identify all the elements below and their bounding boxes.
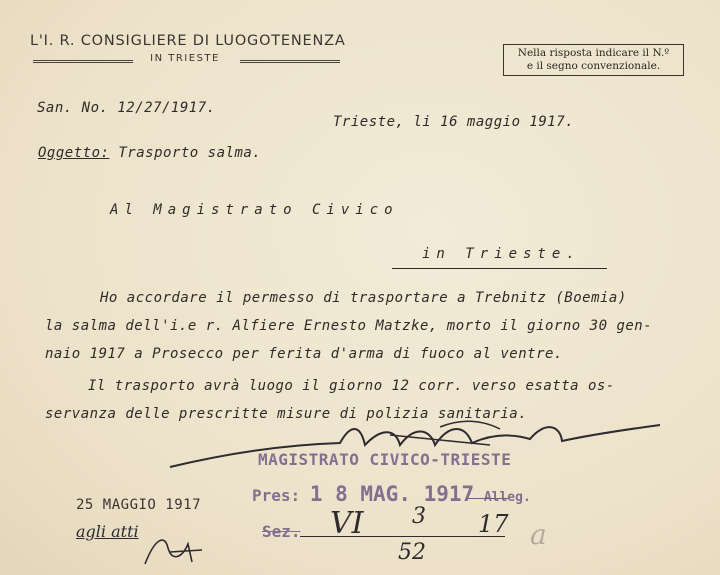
subject-label: Oggetto: xyxy=(38,145,110,161)
number-top-handwritten: 3 xyxy=(412,504,426,529)
body-line-1: Ho accordare il permesso di trasportare a Trebnitz (Boemia) xyxy=(100,290,627,306)
sez-value-handwritten: VI xyxy=(330,506,364,541)
number-bottom-handwritten: 52 xyxy=(398,540,426,565)
stamp-alleg-line xyxy=(468,498,508,499)
initials-icon xyxy=(140,528,210,568)
body-line-3: naio 1917 a Prosecco per ferita d'arma di fuoco al ventre. xyxy=(45,346,563,362)
stamp-pres-row xyxy=(252,482,531,506)
recipient-line1: Al Magistrato Civico xyxy=(110,202,399,218)
body-line-5: servanza delle prescritte misure di polizia sanitaria. xyxy=(45,406,528,422)
subject-text: Trasporto salma. xyxy=(118,145,262,161)
stamp-sez-label: Sez. xyxy=(262,522,301,541)
recipient-underline xyxy=(392,268,607,269)
stamp-pres-label: Pres: xyxy=(252,486,301,505)
letterhead-title: L'I. R. CONSIGLIERE DI LUOGOTENENZA xyxy=(30,33,346,49)
filing-note-handwritten: agli atti xyxy=(76,522,139,541)
reference-number: San. No. 12/27/1917. xyxy=(37,100,216,116)
receipt-date-stamp: 25 MAGGIO 1917 xyxy=(76,497,202,513)
body-line-2: la salma dell'i.e r. Alfiere Ernesto Matzke, morto il giorno 30 gen- xyxy=(45,318,653,334)
place-date: Trieste, li 16 maggio 1917. xyxy=(333,114,575,130)
year-handwritten: 17 xyxy=(478,510,509,538)
stamp-alleg-label: Alleg. xyxy=(483,490,531,505)
letterhead-subtitle: IN TRIESTE xyxy=(150,53,220,64)
reply-notice-line1: Nella risposta indicare il N.º xyxy=(517,47,670,59)
reply-notice-line2: e il segno convenzionale. xyxy=(526,60,661,72)
stamp-pres-date: 1 8 MAG. 1917 xyxy=(309,482,475,506)
stamp-office: MAGISTRATO CIVICO-TRIESTE xyxy=(258,450,512,469)
body-line-4: Il trasporto avrà luogo il giorno 12 corr. verso esatta os- xyxy=(88,378,615,394)
reply-notice-box xyxy=(503,44,684,76)
pencil-mark: a xyxy=(530,518,547,551)
recipient-line2: in Trieste. xyxy=(422,246,581,262)
subject-line xyxy=(38,145,261,161)
